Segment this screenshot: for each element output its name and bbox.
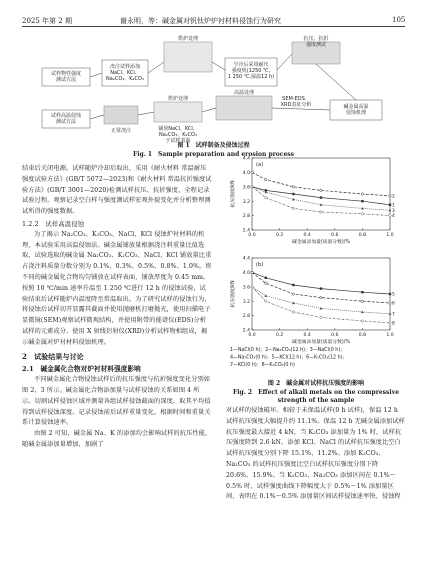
x-tick-label: 0.6 xyxy=(331,233,339,238)
data-point xyxy=(389,293,391,295)
series-number-label: 5 xyxy=(392,292,395,298)
x-tick-label: 1.0 xyxy=(386,233,394,238)
data-point xyxy=(389,195,391,197)
x-axis-label: 碱金属添加量(质量分数)/% xyxy=(292,240,350,245)
data-point xyxy=(320,211,323,214)
furnace2-image xyxy=(154,102,202,122)
x-tick-label: 0.6 xyxy=(331,333,339,338)
right-column-text xyxy=(226,406,406,503)
data-point xyxy=(265,178,267,180)
y-tick-label: 3.6 xyxy=(242,185,250,191)
data-point xyxy=(265,277,267,279)
x-tick-label: 0.4 xyxy=(303,233,311,238)
header-rule xyxy=(22,26,405,27)
data-point xyxy=(292,311,295,314)
data-point xyxy=(361,212,364,215)
y-tick-label: 4.4 xyxy=(242,156,250,162)
y-tick-label: 3.2 xyxy=(242,299,250,305)
figure-2-chart xyxy=(226,150,406,375)
norm-image xyxy=(104,106,138,124)
data-point xyxy=(361,300,363,302)
legend-entry: 7—KCl(0 h)；8—K₂CO₃(0 h) xyxy=(230,362,295,368)
figure-1-flowchart xyxy=(40,32,400,144)
x-tick-label: 0.2 xyxy=(275,333,284,338)
y-tick-label: 2.4 xyxy=(242,228,250,234)
data-point xyxy=(320,296,322,298)
high-temp-image xyxy=(216,96,272,120)
figure-2-caption-en: Fig. 2 Effect of alkali metals on the compressive strength of the sample xyxy=(232,389,400,404)
running-title: 谢永明，等：碱金属对钒钛炉炉衬材料侵蚀行为研究 xyxy=(120,17,281,25)
data-point xyxy=(389,312,392,315)
y-tick-label: 4.0 xyxy=(242,171,250,176)
series-number-label: 2 xyxy=(392,194,395,200)
panel-label: (a) xyxy=(256,162,264,168)
sem-label: SEM-EDS、 XRD表征分析 xyxy=(280,96,312,108)
data-point xyxy=(265,282,267,284)
data-point xyxy=(320,196,322,198)
journal-issue: 2025 年第 2 期 xyxy=(22,17,72,25)
data-point xyxy=(389,214,392,217)
salt-label: 铺放NaCl、KCl、 Na₂CO₃、K₂CO₃ 于试样表面 xyxy=(158,126,198,144)
data-point xyxy=(361,193,363,195)
series-number-label: 3 xyxy=(392,208,395,214)
legend-entry: 1—NaCl(0 h)；2—Na₂CO₃(12 h)；3—NaCl(0 h)； xyxy=(230,348,345,353)
data-point xyxy=(251,271,253,273)
furnace2-label: 烘炉处理 xyxy=(167,96,189,102)
data-point xyxy=(320,287,322,289)
x-tick-label: 1.0 xyxy=(386,333,394,338)
y-axis-label: 抗压强度/kN xyxy=(231,180,236,208)
paragraph-1: 结束后关闭电源。试样随炉冷却后取出，采用《耐火材料 常温耐压强度试验方法》(GB/T 5072—2023)和《耐火材料 常温抗折强度试验方法》(GB/T 3001—2020)检测试样抗压、抗折强度，全程记录试验过程。观察记录空白样与强度测试样宏观外貌变化并分析整理测试所得的强度数据。 xyxy=(22,165,212,216)
furnace1-label: 烘炉处理 xyxy=(177,36,199,42)
sample-prep-label: 试样高温侵蚀测试方法 xyxy=(50,113,82,125)
data-point xyxy=(292,186,294,188)
series-line xyxy=(252,272,390,294)
data-point xyxy=(361,320,364,323)
data-point xyxy=(389,302,391,304)
wrap-label: 浇注试样添加 NaCl、KCl、 Na₂CO₃、K₂CO₃ xyxy=(106,64,144,82)
right-paragraph-1: 对试样的侵蚀破坏。相较于未保温试样(0 h 试样)，保温 12 h 试样抗压强度大幅提升约 11.1%。保温 12 h 无碱金属添加试样抗压强度最大接近 4 kN，当 K₂CO₃ 添加量为 1% 时，试样抗压强度降到 2.6 kN。添加 KCl、NaCl 的试样抗压强度比空白试样抗压强度分别下降 15.1%、11.2%。添加 K₂CO₃、Na₂CO₃ 的试样抗压强度比空白试样抗压强度分别下降 20.6%、15.9%。当 K₂CO₃、Na₂CO₃ 添加区间在 0.1%～0.5% 时，试样强度曲线下降幅度大于 0.5%～1% 添加量区间，表明在 0.1%～0.5% 添加量区间试样侵蚀速率快、侵蚀程 xyxy=(226,407,405,501)
drycool-label: 空冷后采用耐压强度机(1250 ℃, 1 250 ℃,保温12 h) xyxy=(227,62,275,80)
series-line xyxy=(252,172,390,195)
x-tick-label: 0.4 xyxy=(303,333,311,338)
x-tick-label: 0.0 xyxy=(248,233,256,238)
compress-label: 抗压、抗折强度测试 xyxy=(303,36,329,48)
section-2-heading: 2 试验结果与讨论 xyxy=(22,351,84,361)
figure-2-caption-cn: 图 2 碱金属对试样抗压强度的影响 xyxy=(267,380,365,387)
y-tick-label: 4.0 xyxy=(242,271,250,276)
data-point xyxy=(292,207,295,210)
data-point xyxy=(320,316,323,319)
y-tick-label: 3.2 xyxy=(242,199,250,205)
data-point xyxy=(320,189,322,191)
series-number-label: 7 xyxy=(392,312,395,318)
paragraph-3: 不同碱金属化合物侵蚀试样后的抗压强度与抗折强度变化分别如图 2、3 所示。碱金属化合物添加量与试样侵蚀的关系如图 4 所示。切割试样侵蚀区域并测量各组试样侵蚀截面的深度，取其平均值得到试样侵蚀深度。记录侵蚀前后试样重量变化，根据时间和重量关系计算侵蚀速率。 xyxy=(22,376,211,427)
result-label: 碱金属高温侵蚀机理 xyxy=(343,104,369,116)
series-number-label: 4 xyxy=(392,214,395,220)
x-axis-label: 碱金属添加量(质量分数)/% xyxy=(292,340,350,345)
y-axis-label: 抗压强度/kN xyxy=(231,280,236,308)
series-number-label: 6 xyxy=(392,301,395,307)
data-point xyxy=(292,293,294,295)
data-point xyxy=(389,209,392,212)
data-point xyxy=(389,321,392,324)
y-tick-label: 2.8 xyxy=(242,314,250,320)
data-point xyxy=(264,294,267,297)
x-tick-label: 0.8 xyxy=(358,233,367,238)
furnace1-image xyxy=(164,42,212,72)
series-line xyxy=(252,287,390,314)
data-point xyxy=(361,291,363,293)
panel-frame xyxy=(252,158,390,230)
data-point xyxy=(264,196,267,199)
y-tick-label: 2.4 xyxy=(242,328,250,334)
series-number-label: 1 xyxy=(392,203,395,209)
figure-1-caption-cn: 图 1 试样制备及侵蚀过程 xyxy=(177,142,250,149)
paragraph-4: 由图 2 可知，碱金属 Na、K 的添加均会影响试样的抗压性能，随碱金属添加量增加，加剧了 xyxy=(22,430,212,448)
data-point xyxy=(251,171,253,173)
std-method-label: 试样物性强度测试方法 xyxy=(50,71,82,83)
x-tick-label: 0.2 xyxy=(275,233,284,238)
data-point xyxy=(292,284,294,286)
section-2-1-heading: 2.1 碱金属化合物对炉衬材料强度影响 xyxy=(22,365,141,374)
y-tick-label: 2.8 xyxy=(242,214,250,220)
page-number: 105 xyxy=(392,16,406,24)
y-tick-label: 4.4 xyxy=(242,256,250,262)
section-1-2-2-heading: 1.2.2 试样高温侵蚀 xyxy=(22,219,85,228)
paragraph-2: 为了揭示 Na₂CO₃、K₂CO₃、NaCl、KCl 侵蚀炉衬材料的机理，本试验采用高温侵蚀法。碱金属铺放量根据浇注料重量比值选取，试验选取的碱金属 Na₂CO₃、K₂CO₃、NaCl、KCl 铺放量比重占浇注料质量分数分别为 0.1%、0.3%、0.5%、0.8%、1.0%。将不同的碱金属化合物均匀铺放在试样表面，铺放厚度为 0.45 mm。按照 10 ℃/min 速率升温至 1 250 ℃进行 12 h 的侵蚀试验，试验结束后试样随炉内温度降至常温取出。为了研究试样的侵蚀行为，将侵蚀后试样切开显露其截面并使用抛磨机打磨抛光，使用扫描电子显微镜(SEM)观察试样微观结构，并使用附带的能谱仪(EDS)分析试样的元素成分。使用 X 射线衍射仪(XRD)分析试样物相组成，揭示碱金属对炉衬材料侵蚀机理。 xyxy=(22,230,212,346)
x-tick-label: 0.0 xyxy=(248,333,256,338)
data-point xyxy=(389,204,391,206)
high-temp-label: 高温处理 xyxy=(233,90,255,96)
figure-1-caption-en: Fig. 1 Sample preparation and erosion process xyxy=(132,151,295,158)
panel-label: (b) xyxy=(256,262,264,268)
left-column xyxy=(22,164,212,451)
y-tick-label: 3.6 xyxy=(242,285,250,291)
series-number-label: 8 xyxy=(392,321,395,327)
data-point xyxy=(292,193,294,195)
data-point xyxy=(361,200,363,202)
x-tick-label: 0.8 xyxy=(358,333,367,338)
data-point xyxy=(361,311,364,314)
legend-entry: 4—Na₂CO₃(0 h)；5—KCl(12 h)；6—K₂CO₃(12 h)； xyxy=(230,355,348,361)
figure-2 xyxy=(226,150,406,375)
norm-label: 正常浇注 xyxy=(110,128,132,134)
